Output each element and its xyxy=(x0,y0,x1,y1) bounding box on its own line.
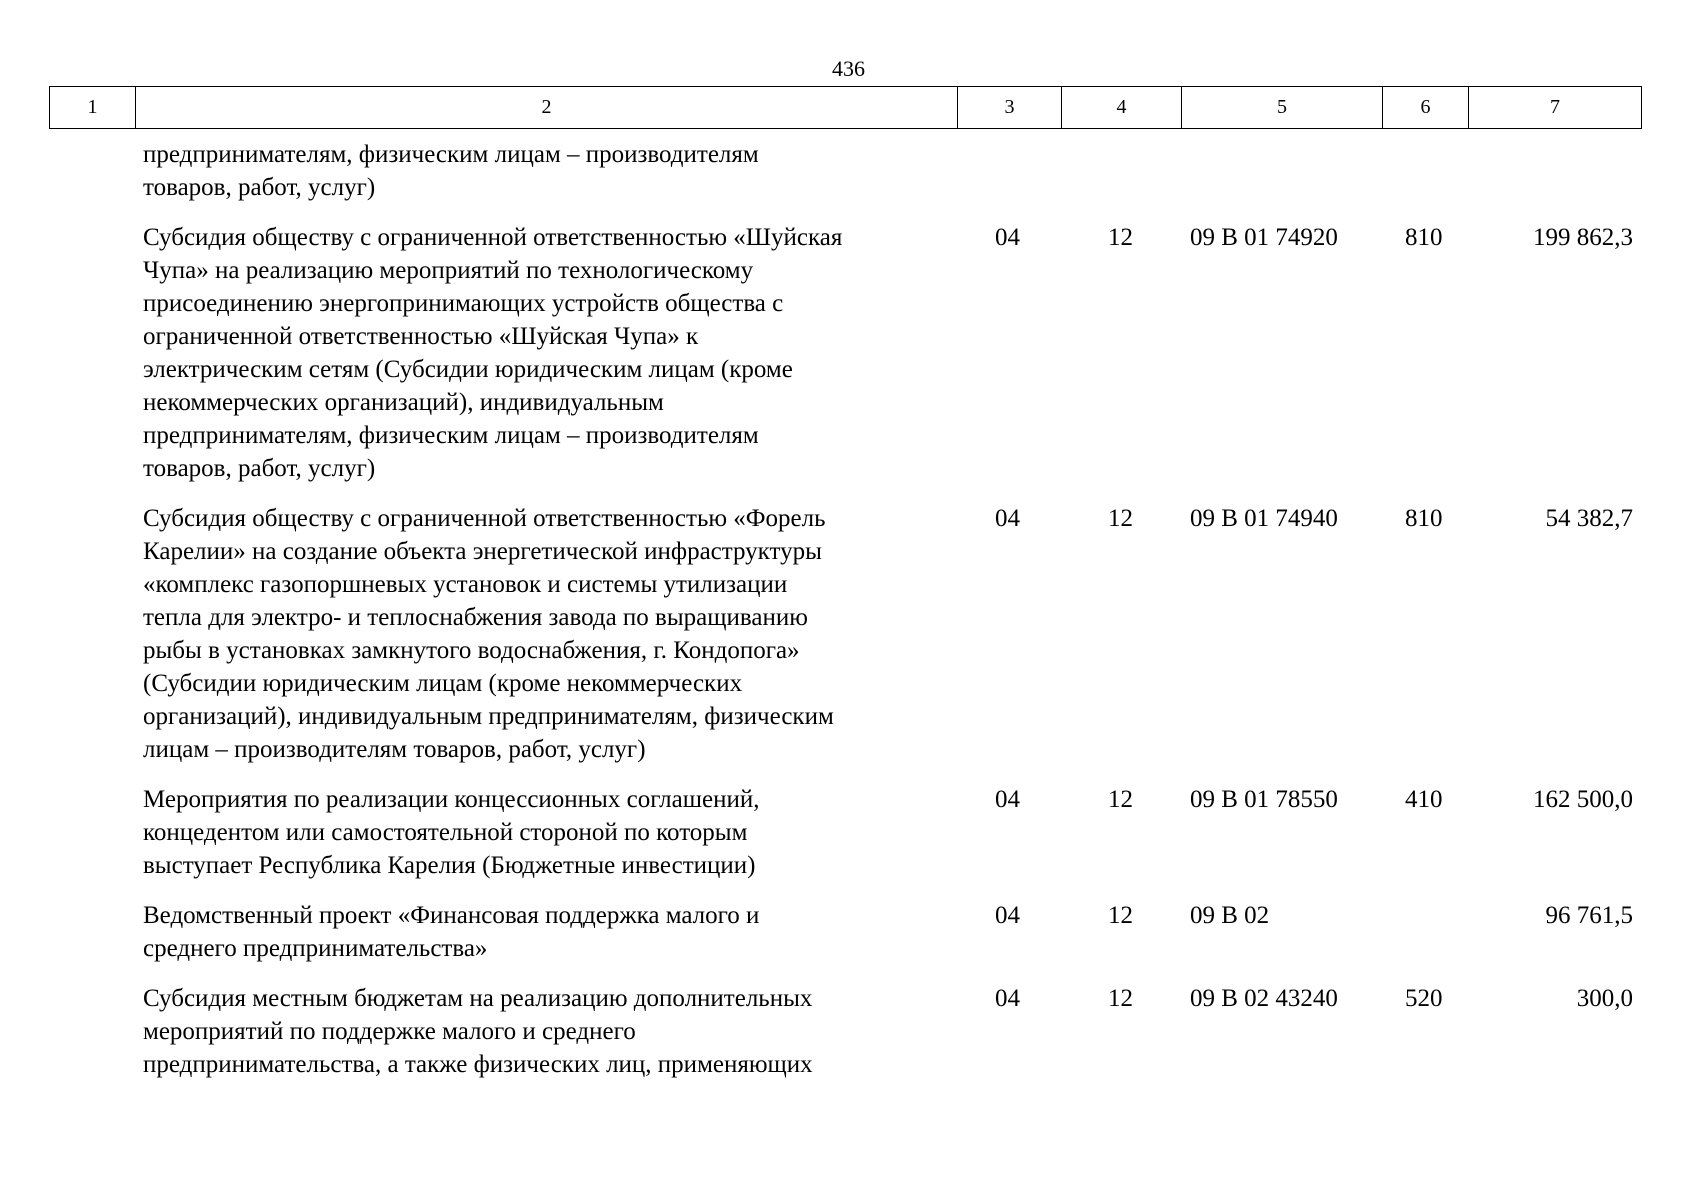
row-description: Ведомственный проект «Финансовая поддержка малого и среднего предпринимательства» xyxy=(143,902,760,962)
column-header-1: 1 xyxy=(50,87,136,129)
budget-rows xyxy=(0,138,1697,1098)
table-row xyxy=(0,221,1697,485)
table-row xyxy=(0,502,1697,766)
table-row xyxy=(0,982,1697,1081)
column-header-table xyxy=(49,86,1642,129)
table-row xyxy=(0,899,1697,965)
row-subsection: 12 xyxy=(1108,902,1133,929)
row-target-code: 09 В 01 74940 xyxy=(1190,505,1338,532)
row-target-code: 09 В 01 74920 xyxy=(1190,224,1338,251)
row-expense-type: 410 xyxy=(1405,786,1443,813)
row-section: 04 xyxy=(995,505,1020,532)
row-amount: 199 862,3 xyxy=(1533,224,1633,251)
row-target-code: 09 В 01 78550 xyxy=(1190,786,1338,813)
row-expense-type: 810 xyxy=(1405,224,1443,251)
row-section: 04 xyxy=(995,786,1020,813)
row-description: Мероприятия по реализации концессионных соглашений, концедентом или самостоятельной стороной по которым выступает Республика Карелия (Бюджетные инвестиции) xyxy=(143,786,760,879)
row-description: Субсидия обществу с ограниченной ответственностью «Форель Карелии» на создание объекта энергетической инфраструктуры «комплекс газопоршневых установок и системы утилизации тепла для электро- и теплоснабжения завода по выращиванию рыбы в установках замкнутого водоснабжения, г. Кондопога» (Субсидии юридическим лицам (кроме некоммерческих организаций), индивидуальным предпринимателям, физическим лицам – производителям товаров, работ, услуг) xyxy=(143,505,834,763)
row-subsection: 12 xyxy=(1108,505,1133,532)
row-subsection: 12 xyxy=(1108,224,1133,251)
row-amount: 162 500,0 xyxy=(1533,786,1633,813)
row-description: Субсидия местным бюджетам на реализацию дополнительных мероприятий по поддержке малого и среднего предпринимательства, а также физических лиц, применяющих xyxy=(143,985,813,1078)
table-row xyxy=(0,138,1697,204)
row-description: Субсидия обществу с ограниченной ответственностью «Шуйская Чупа» на реализацию мероприятий по технологическому присоединению энергопринимающих устройств общества с ограниченной ответственностью «Шуйская Чупа» к электрическим сетям (Субсидии юридическим лицам (кроме некоммерческих организаций), индивидуальным предпринимателям, физическим лицам – производителям товаров, работ, услуг) xyxy=(143,224,843,482)
row-expense-type: 810 xyxy=(1405,505,1443,532)
column-header-4: 4 xyxy=(1062,87,1182,129)
row-section: 04 xyxy=(995,985,1020,1012)
row-section: 04 xyxy=(995,224,1020,251)
row-target-code: 09 В 02 43240 xyxy=(1190,985,1338,1012)
row-subsection: 12 xyxy=(1108,985,1133,1012)
row-subsection: 12 xyxy=(1108,786,1133,813)
row-amount: 54 382,7 xyxy=(1545,505,1633,532)
row-target-code: 09 В 02 xyxy=(1190,902,1270,929)
row-section: 04 xyxy=(995,902,1020,929)
column-header-7: 7 xyxy=(1469,87,1642,129)
column-header-2: 2 xyxy=(136,87,958,129)
column-header-3: 3 xyxy=(958,87,1062,129)
column-header-6: 6 xyxy=(1383,87,1469,129)
row-expense-type: 520 xyxy=(1405,985,1443,1012)
column-header-row xyxy=(50,87,1642,129)
column-header-5: 5 xyxy=(1182,87,1383,129)
row-amount: 300,0 xyxy=(1576,985,1633,1012)
row-amount: 96 761,5 xyxy=(1545,902,1633,929)
page-number: 436 xyxy=(832,56,865,81)
table-row xyxy=(0,783,1697,882)
row-description: предпринимателям, физическим лицам – производителям товаров, работ, услуг) xyxy=(143,141,759,201)
